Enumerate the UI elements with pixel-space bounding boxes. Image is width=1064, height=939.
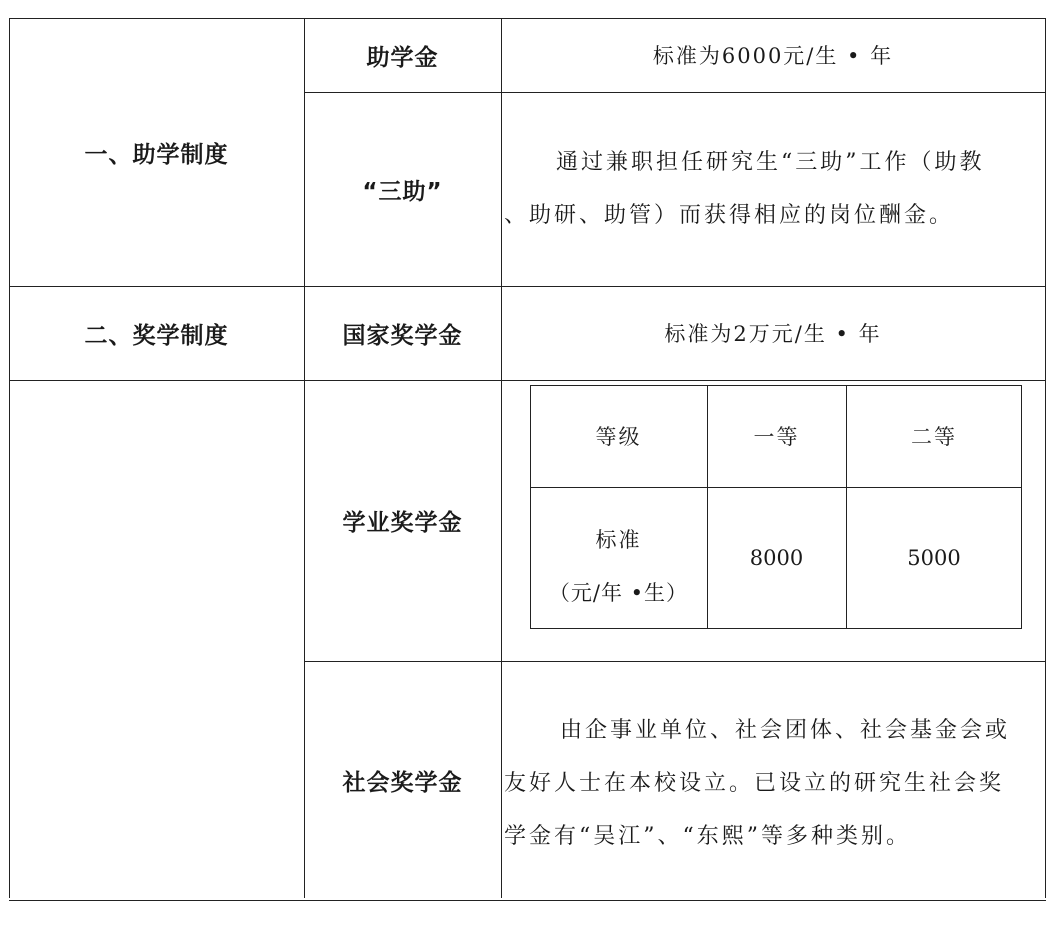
desc-line: 、助研、助管）而获得相应的岗位酬金。 xyxy=(504,203,955,228)
column-divider-2 xyxy=(501,18,502,898)
section-title-aid: 一、助学制度 xyxy=(84,141,229,168)
inner-row-label xyxy=(530,487,707,629)
row-desc-social xyxy=(504,704,1049,863)
desc-line: 由企事业单位、社会团体、社会基金会或 xyxy=(560,718,1011,743)
row-name-three-assist: “三助” xyxy=(362,178,443,205)
row-name-academic: 学业奖学金 xyxy=(342,510,463,536)
row-divider-b xyxy=(9,380,1046,381)
inner-row-label-line2: （元/年 •生） xyxy=(548,581,689,605)
inner-header-second: 二等 xyxy=(911,425,957,449)
row-name-social: 社会奖学金 xyxy=(342,770,463,796)
inner-value-first: 8000 xyxy=(749,546,804,570)
inner-value-second: 5000 xyxy=(907,546,961,570)
inner-header-grade: 等级 xyxy=(595,425,642,449)
row-desc-grant: 标准为6000元/生 • 年 xyxy=(652,44,894,68)
inner-row-label-line1: 标准 xyxy=(595,528,642,552)
desc-line: 通过兼职担任研究生“三助”工作（助教 xyxy=(556,150,985,175)
desc-line: 学金有“吴江”、“东熙”等多种类别。 xyxy=(504,824,911,849)
inner-header-first: 一等 xyxy=(753,425,800,449)
row-name-grant: 助学金 xyxy=(366,44,439,71)
row-desc-national: 标准为2万元/生 • 年 xyxy=(664,322,882,346)
inner-table xyxy=(530,385,1022,629)
section-title-scholarship: 二、奖学制度 xyxy=(84,322,229,349)
desc-line: 友好人士在本校设立。已设立的研究生社会奖 xyxy=(504,771,1005,796)
row-name-national: 国家奖学金 xyxy=(342,322,463,349)
table-bottom-border xyxy=(9,900,1046,901)
row-desc-three-assist xyxy=(504,136,1049,242)
